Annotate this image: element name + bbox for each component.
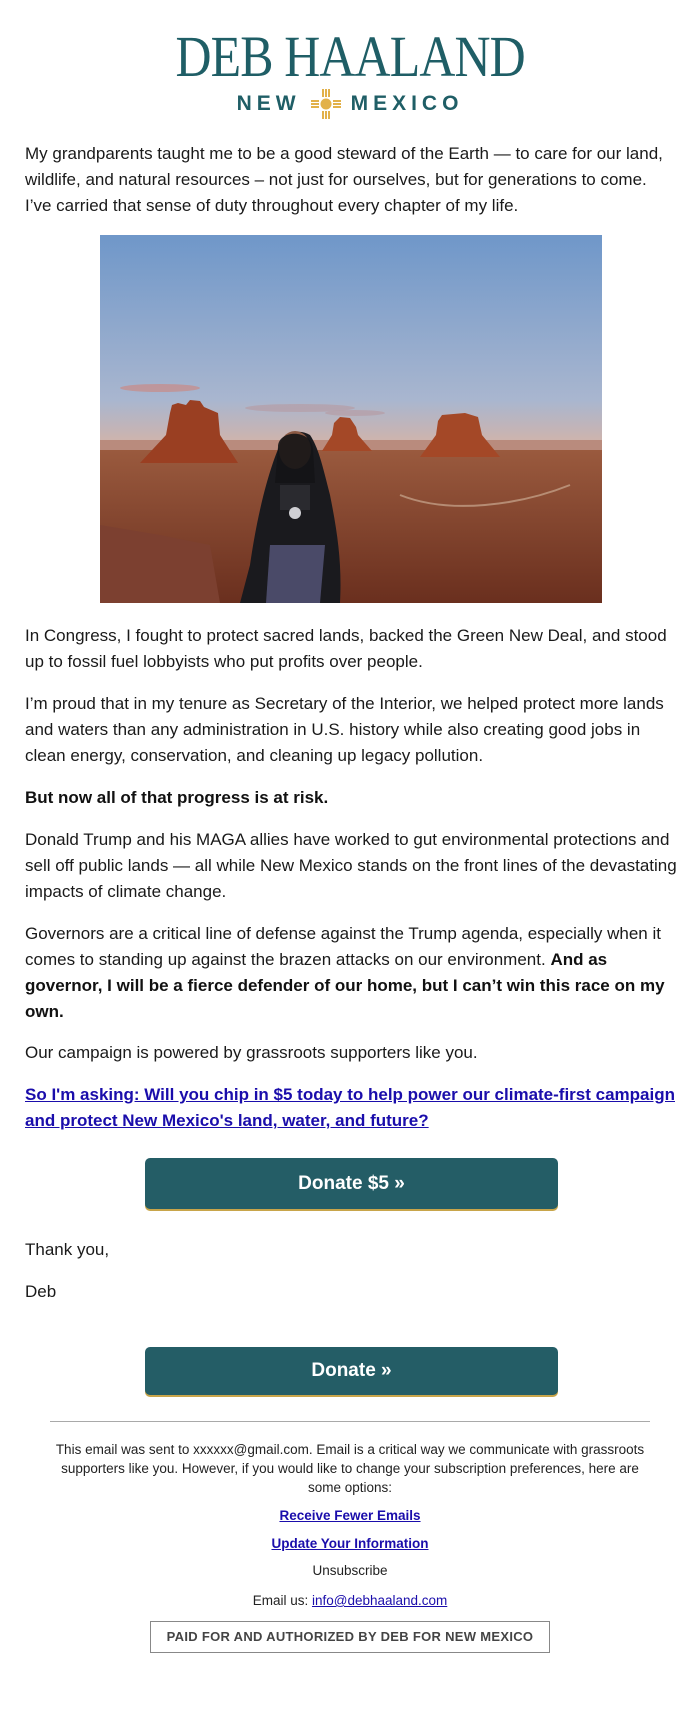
footer-divider [50,1421,650,1422]
email-address-link[interactable]: info@debhaaland.com [311,1593,448,1608]
logo-state [0,90,700,118]
paragraph-secretary: I’m proud that in my tenure as Secretary of the Interior, we helped protect more lands and waters than any administration in U.S. history while also creating good jobs in clean energy, conservation, and cleaning up legacy pollution. [25,694,664,765]
paragraph-grassroots: Our campaign is powered by grassroots supporters like you. [25,1043,478,1062]
footer-email-us [50,1591,650,1610]
donate-button[interactable]: Donate » [145,1347,558,1395]
footer-fewer-emails [50,1506,650,1525]
signature: Deb [25,1282,57,1301]
paragraph-congress: In Congress, I fought to protect sacred lands, backed the Green New Deal, and stood up to fossil fuel lobbyists who put profits over people. [25,626,667,671]
donate-5-button[interactable]: Donate $5 » [145,1158,558,1209]
logo-name: DEB HAALAND [175,24,525,89]
paragraph-governors [25,921,677,1025]
paragraph-at-risk [25,785,677,811]
donation-ask-link[interactable]: So I'm asking: Will you chip in $5 today to help power our climate-first campaign and protect New Mexico's land, water, and future? [25,1085,675,1130]
paragraph-governors-text: Governors are a critical line of defense against the Trump agenda, especially when it comes to standing up against the brazen attacks on our environment. [25,924,661,969]
footer-update-info [50,1534,650,1553]
paragraph-at-risk-text: But now all of that progress is at risk. [25,788,329,807]
campaign-logo[interactable] [0,24,700,118]
logo-state-left: NEW [236,92,301,115]
fewer-emails-link[interactable]: Receive Fewer Emails [279,1508,421,1523]
paragraph-intro: My grandparents taught me to be a good steward of the Earth — to care for our land, wildlife, and natural resources – not just for ourselves, but for generations to come. I’ve carried that sense of duty throughout every chapter of my life. [25,144,663,215]
update-info-link[interactable]: Update Your Information [271,1536,429,1551]
paid-for-disclaimer: PAID FOR AND AUTHORIZED BY DEB FOR NEW MEXICO [150,1621,550,1653]
paragraph-trump: Donald Trump and his MAGA allies have worked to gut environmental protections and sell off public lands — all while New Mexico stands on the front lines of the devastating impacts of climate change. [25,830,677,901]
unsubscribe-link[interactable]: Unsubscribe [312,1563,388,1578]
thank-you: Thank you, [25,1240,110,1259]
logo-state-right: MEXICO [350,92,464,115]
donation-ask [25,1082,677,1134]
hero-photo [100,235,602,603]
hero-photo-image [100,235,602,603]
email-us-label: Email us: [252,1593,312,1608]
zia-sun-icon [311,89,341,119]
footer-notice: This email was sent to xxxxxx@gmail.com. Email is a critical way we communicate with grassroots supporters like you. However, if you would like to change your subscription preferences, here are some options: [55,1442,645,1495]
paragraph-governors-bold: And as governor, I will be a fierce defender of our home, but I can’t win this race on my own. [25,950,665,1021]
